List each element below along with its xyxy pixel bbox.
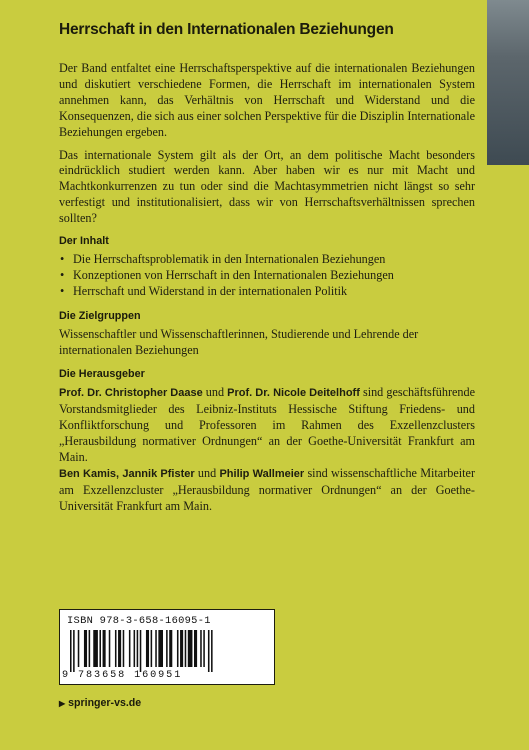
barcode-bar — [200, 630, 202, 667]
barcode-bar — [158, 630, 163, 667]
editor-name: Prof. Dr. Christopher Daase — [59, 387, 203, 400]
barcode-bar — [194, 630, 197, 667]
barcode-bar — [115, 630, 117, 667]
barcode-bar — [166, 630, 168, 667]
cover-image-strip — [487, 0, 529, 165]
barcode-bar — [73, 630, 75, 672]
inhalt-heading: Der Inhalt — [59, 235, 109, 248]
blurb-paragraph: Das internationale System gilt als der Ort, an dem politische Macht besonders eindrücklich studiert werden kann. Aber haben wir es nur mit Macht und Machtkonkurrenzen zu tun oder sind die Machtasymmetrien nicht längst so sehr verfestigt und institutionalisiert, dass wir von Herrschaftsverhältnissen sprechen sollten? — [59, 147, 475, 226]
barcode-bar — [208, 630, 210, 672]
barcode-bar — [103, 630, 106, 667]
barcode-bar — [99, 630, 101, 667]
barcode-bar — [129, 630, 131, 667]
barcode-bar — [78, 630, 80, 667]
barcode-bar — [137, 630, 139, 667]
editor-name: Prof. Dr. Nicole Deitelhoff — [227, 387, 360, 400]
zielgruppen-heading: Die Zielgruppen — [59, 309, 141, 322]
barcode-bar — [146, 630, 149, 667]
barcode-bar — [203, 630, 205, 667]
barcode-bar — [169, 630, 172, 667]
barcode-bar — [185, 630, 187, 667]
barcode-bar — [118, 630, 121, 667]
connector-text: und — [202, 385, 228, 400]
zielgruppen-text: Wissenschaftler und Wissenschaftlerinnen, Studierende und Lehrende der internationalen Beziehungen — [59, 326, 419, 357]
barcode-bar — [109, 630, 111, 667]
barcode-bar — [151, 630, 153, 667]
barcode-bar — [155, 630, 157, 667]
blurb-paragraph: Der Band entfaltet eine Herrschaftsperspektive auf die internationalen Beziehungen und diskutiert verschiedene Formen, die Herrschaft im internationalen System annehmen kann, das Verhältnis von Herrschaft und Widerstand und die Konsequenzen, die sich aus einer solchen Perspektive für die Disziplin Internationale Beziehungen ergeben. — [59, 61, 475, 139]
list-item: • Herrschaft und Widerstand in der internationalen Politik — [59, 284, 475, 300]
back-cover-title: Herrschaft in den Internationalen Beziehungen — [59, 21, 394, 38]
barcode-bar — [140, 630, 142, 672]
isbn-barcode — [59, 609, 275, 685]
barcode-bar — [188, 630, 193, 667]
editor-name: Philip Wallmeier — [219, 467, 305, 480]
inhalt-list — [59, 252, 475, 300]
barcode-bar — [93, 630, 98, 667]
publisher-link-text: springer-vs.de — [68, 697, 142, 709]
barcode-bars — [70, 630, 264, 672]
editor-name: Ben Kamis, Jannik Pfister — [59, 467, 195, 480]
barcode-digits: 9 783658 160951 — [62, 670, 183, 681]
barcode-bar — [123, 630, 125, 667]
barcode-bar — [134, 630, 136, 667]
barcode-bar — [180, 630, 183, 667]
editor-description: sind wissenschaftliche Mitarbeiter am Exzellenzcluster „Herausbildung normativer Ordnungen“ an der Goethe-Universität Frankfurt am Main. — [59, 465, 476, 513]
barcode-bar — [84, 630, 87, 667]
barcode-bar — [177, 630, 179, 667]
blurb-content — [59, 61, 475, 522]
editor-description: sind geschäftsführende Vorstandsmitglieder des Leibniz-Instituts Hessische Stiftung Friedens- und Konfliktforschung und Professoren im Rahmen des Exzellenzclusters „Herausbildung normativer Ordnungen“ an der Goethe-Universität Frankfurt am Main. — [59, 385, 476, 464]
list-item: • Die Herrschaftsproblematik in den Internationalen Beziehungen — [59, 252, 475, 268]
herausgeber-entry-1 — [59, 385, 475, 466]
barcode-bar — [89, 630, 91, 667]
list-item: • Konzeptionen von Herrschaft in den Internationalen Beziehungen — [59, 268, 475, 284]
barcode-bar — [70, 630, 72, 672]
isbn-label: ISBN 978-3-658-16095-1 — [67, 615, 211, 627]
barcode-bar — [211, 630, 213, 672]
herausgeber-entry-2 — [59, 466, 475, 515]
connector-text: und — [194, 465, 220, 480]
arrow-right-icon: ▶ — [59, 699, 66, 708]
herausgeber-heading: Die Herausgeber — [59, 368, 145, 381]
publisher-link[interactable] — [59, 697, 141, 709]
